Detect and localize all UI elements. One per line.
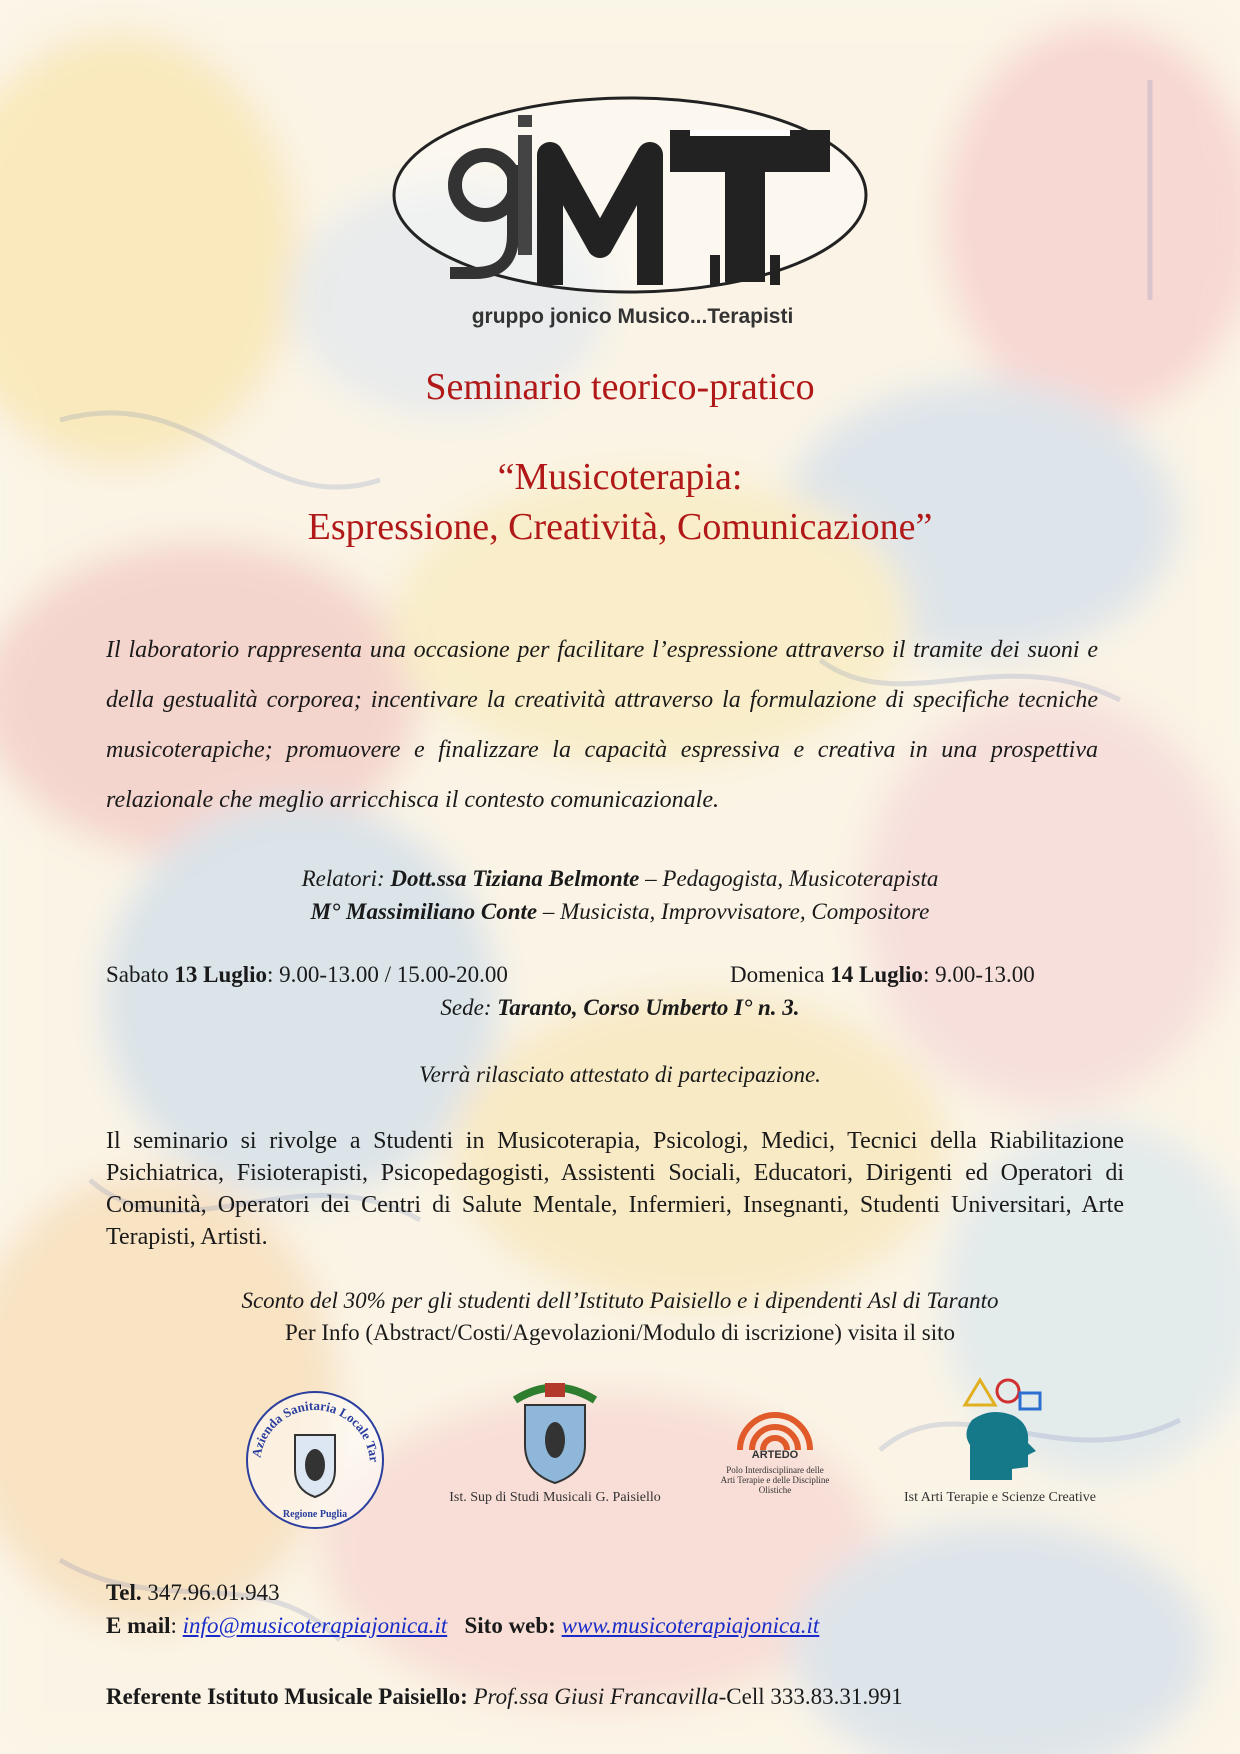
referent-name: Prof.ssa Giusi Francavilla xyxy=(473,1684,719,1709)
arti-terapie-caption: Ist Arti Terapie e Scienze Creative xyxy=(904,1490,1096,1505)
day-1-date: 13 Luglio xyxy=(174,962,268,987)
paisiello-logo xyxy=(420,1375,690,1506)
logo-mark xyxy=(390,95,875,305)
phone-label: Tel. xyxy=(106,1580,142,1605)
asl-ring-text: Azienda Sanitaria Locale Tar xyxy=(248,1397,382,1463)
asl-emblem-icon xyxy=(240,1385,390,1535)
speaker-2-name: M° Massimiliano Conte xyxy=(310,899,538,924)
speaker-line-2 xyxy=(0,895,1240,928)
head-shapes-icon xyxy=(950,1375,1050,1485)
day-2-prefix: Domenica xyxy=(730,962,831,987)
schedule-day-2 xyxy=(730,962,1035,988)
speaker-2-role: – Musicista, Improvvisatore, Compositore xyxy=(537,899,930,924)
venue-label: Sede: xyxy=(440,995,498,1020)
speaker-line-1 xyxy=(0,862,1240,895)
intro-paragraph: Il laboratorio rappresenta una occasione per facilitare l’espressione attraverso il tramite dei suoni e della gestualità corporea; incentivare la creatività attraverso la formulazione di specifiche tecniche musicoterapiche; promuovere e finalizzare la capacità espressiva e creativa in una prospettiva relazionale che meglio arricchisca il contesto comunicazionale. xyxy=(106,637,1098,813)
asl-region-text: Regione Puglia xyxy=(282,1509,348,1520)
day-1-prefix: Sabato xyxy=(106,962,175,987)
referent-label: Referente Istituto Musicale Paisiello: xyxy=(106,1684,468,1709)
info-note: Per Info (Abstract/Costi/Agevolazioni/Modulo di iscrizione) visita il sito xyxy=(284,1320,956,1345)
venue-address: Taranto, Corso Umberto I° n. 3. xyxy=(497,995,800,1020)
certificate-note: Verrà rilasciato attestato di partecipazione. xyxy=(419,1062,821,1087)
discount-note: Sconto del 30% per gli studenti dell’Istituto Paisiello e i dipendenti Asl di Taranto xyxy=(241,1288,999,1313)
phone-line xyxy=(106,1580,280,1606)
email-label: E mail xyxy=(106,1613,171,1638)
email-separator: : xyxy=(170,1613,183,1638)
day-1-hours: : 9.00-13.00 / 15.00-20.00 xyxy=(267,962,508,987)
venue-line xyxy=(0,995,1240,1021)
seminar-title xyxy=(0,452,1240,552)
speaker-1-role: – Pedagogista, Musicoterapista xyxy=(639,866,939,891)
day-2-hours: : 9.00-13.00 xyxy=(922,962,1035,987)
day-2-date: 14 Luglio xyxy=(830,962,923,987)
audience-paragraph: Il seminario si rivolge a Studenti in Musicoterapia, Psicologi, Medici, Tecnici della Riabilitazione Psichiatrica, Fisioterapisti, Psicopedagogisti, Assistenti Sociali, Educatori, Dirigenti ed Operatori di Comunità, Operatori dei Centri di Salute Mentale, Infermieri, Insegnanti, Studenti Universitari, Arte Terapisti, Artisti. xyxy=(106,1128,1124,1250)
artedo-caption: Polo Interdisciplinare delle Arti Terapie e delle Discipline Olistiche xyxy=(720,1465,830,1495)
speaker-1-name: Dott.ssa Tiziana Belmonte xyxy=(390,866,640,891)
phone-number: 347.96.01.943 xyxy=(141,1580,280,1605)
logo-caption: gruppo jonico Musico...Terapisti xyxy=(471,305,794,328)
speakers-block xyxy=(0,862,1240,928)
title-line-2: Espressione, Creatività, Comunicazione” xyxy=(307,506,933,548)
artedo-logo xyxy=(720,1390,830,1495)
speakers-label: Relatori: xyxy=(301,866,385,891)
arti-terapie-logo xyxy=(880,1375,1120,1506)
artedo-arches-icon xyxy=(730,1390,820,1460)
paisiello-caption: Ist. Sup di Studi Musicali G. Paisiello xyxy=(449,1490,661,1505)
title-line-1: “Musicoterapia: xyxy=(497,456,743,498)
referent-cell: -Cell 333.83.31.991 xyxy=(718,1684,903,1709)
seminar-label: Seminario teorico-pratico xyxy=(425,366,815,408)
artedo-wordmark: ARTEDO xyxy=(751,1449,799,1460)
referent-line xyxy=(106,1684,903,1710)
asl-taranto-logo xyxy=(240,1385,390,1540)
paisiello-crest-icon xyxy=(495,1375,615,1485)
schedule-day-1 xyxy=(106,962,508,988)
email-link[interactable]: info@musicoterapiajonica.it xyxy=(182,1613,448,1638)
gjmt-logo xyxy=(390,95,875,335)
site-label: Sito web: xyxy=(464,1613,556,1638)
website-link[interactable]: www.musicoterapiajonica.it xyxy=(561,1613,820,1638)
email-site-line xyxy=(106,1613,819,1639)
